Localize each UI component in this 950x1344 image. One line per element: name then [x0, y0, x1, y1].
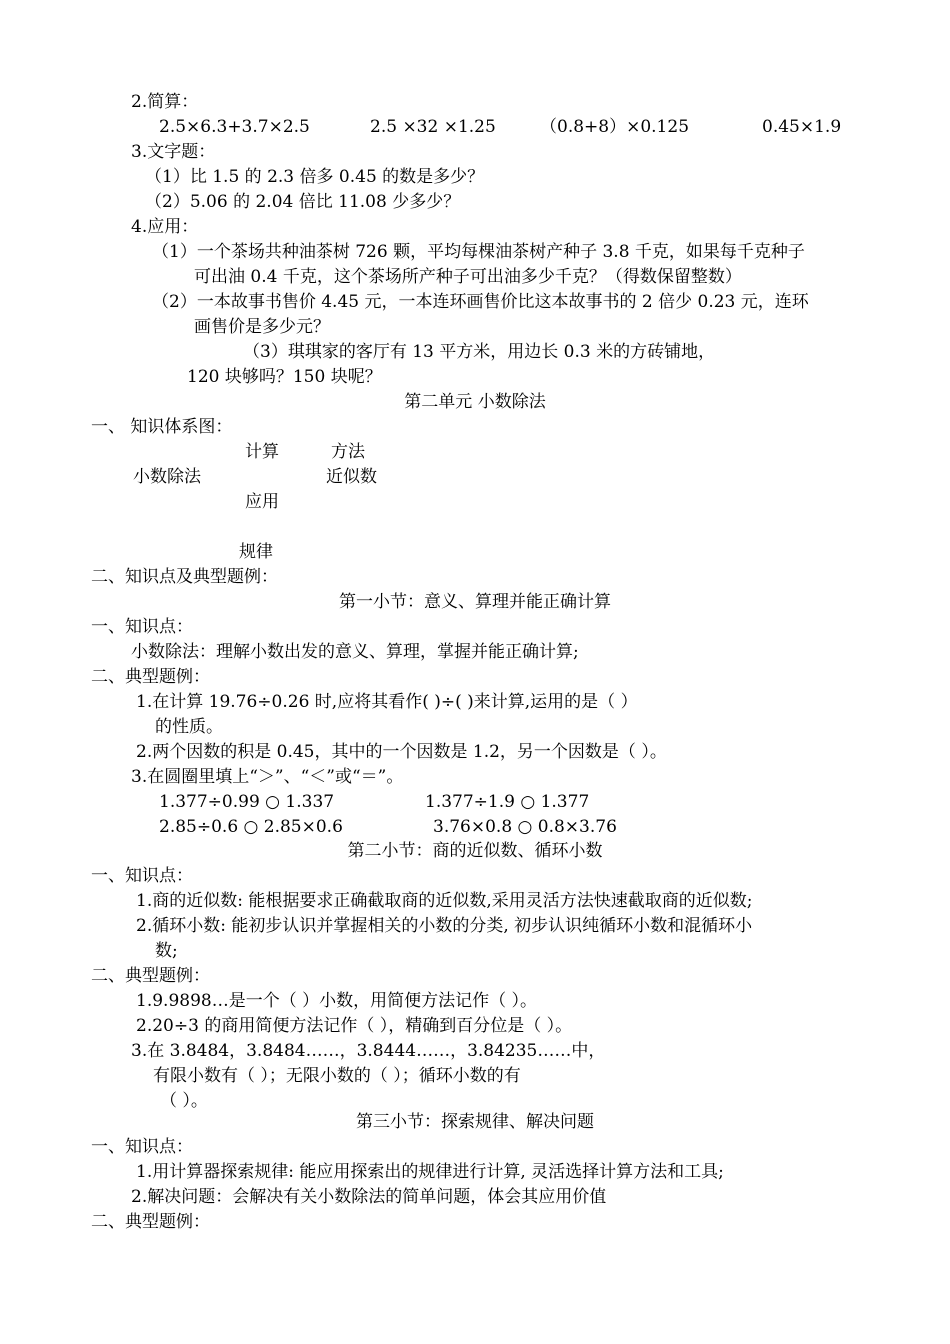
map-node-calculation: 计算	[245, 442, 279, 462]
s1-example-3: 3.在圆圈里填上“＞”、“＜”或“＝”。	[131, 767, 404, 787]
q4-item-2-line2: 画售价是多少元？	[194, 317, 330, 337]
s3-knowledge-point-1: 1.用计算器探索规律: 能应用探索出的规律进行计算, 灵活选择计算方法和工具;	[136, 1162, 724, 1182]
s1-example-2: 2.两个因数的积是 0.45，其中的一个因数是 1.2，另一个因数是（ ）。	[136, 742, 667, 762]
map-node-root: 小数除法	[133, 467, 201, 487]
s1-knowledge-heading: 一、知识点：	[91, 617, 193, 637]
s2-knowledge-heading: 一、知识点：	[91, 866, 193, 886]
q4-item-2-line1: （2）一本故事书售价 4.45 元，一本连环画售价比这本故事书的 2 倍少 0.23 元，连环	[152, 292, 809, 312]
s2-example-2: 2.20÷3 的商用简便方法记作（ ），精确到百分位是（ ）。	[136, 1016, 573, 1036]
s3-knowledge-heading: 一、知识点：	[91, 1137, 193, 1157]
q3-item-2: （2）5.06 的 2.04 倍比 11.08 少多少？	[145, 192, 461, 212]
q4-heading: 4.应用：	[131, 217, 199, 237]
subsection-1-title: 第一小节：意义、算理并能正确计算	[339, 592, 611, 612]
s2-knowledge-point-2-line1: 2.循环小数: 能初步认识并掌握相关的小数的分类, 初步认识纯循环小数和混循环小	[136, 916, 753, 936]
section-knowledge-map-heading: 一、 知识体系图：	[91, 417, 233, 437]
q4-item-3-line2: 120 块够吗？150 块呢？	[187, 367, 382, 387]
s3-knowledge-point-2: 2.解决问题：会解决有关小数除法的简单问题，体会其应用价值	[131, 1187, 607, 1207]
s2-examples-heading: 二、典型题例：	[91, 966, 210, 986]
s1-compare-1: 1.377÷0.99 ○ 1.337	[159, 792, 335, 812]
q2-item-3: （0.8+8）×0.125	[540, 117, 690, 137]
q3-heading: 3.文字题：	[131, 142, 216, 162]
s2-example-3-line2: 有限小数有（ ）；无限小数的（ ）；循环小数的有	[153, 1066, 521, 1086]
q2-heading: 2.简算：	[131, 92, 199, 112]
s2-example-3-line1: 3.在 3.8484，3.8484……，3.8444……，3.84235……中，	[131, 1041, 606, 1061]
section-points-heading: 二、知识点及典型题例：	[91, 567, 278, 587]
q4-item-1-line1: （1）一个茶场共种油茶树 726 颗，平均每棵油茶树产种子 3.8 千克，如果每千克种子	[152, 242, 805, 262]
s1-compare-2: 1.377÷1.9 ○ 1.377	[425, 792, 590, 812]
s2-example-1: 1.9.9898…是一个（ ）小数，用简便方法记作（ ）。	[136, 991, 538, 1011]
q2-item-4: 0.45×1.9	[762, 117, 842, 137]
s1-compare-3: 2.85÷0.6 ○ 2.85×0.6	[159, 817, 343, 837]
unit-title: 第二单元 小数除法	[404, 392, 546, 412]
map-node-application: 应用	[245, 492, 279, 512]
s2-knowledge-point-1: 1.商的近似数: 能根据要求正确截取商的近似数,采用灵活方法快速截取商的近似数;	[136, 891, 753, 911]
subsection-3-title: 第三小节：探索规律、解决问题	[356, 1112, 594, 1132]
q4-item-3-line1: （3）琪琪家的客厅有 13 平方米，用边长 0.3 米的方砖铺地，	[243, 342, 716, 362]
s1-example-1-line2: 的性质。	[155, 717, 223, 737]
s2-knowledge-point-2-line2: 数;	[155, 941, 178, 961]
map-node-approximation: 近似数	[326, 467, 377, 487]
s3-examples-heading: 二、典型题例：	[91, 1212, 210, 1232]
s1-example-1-line1: 1.在计算 19.76÷0.26 时,应将其看作( )÷( )来计算,运用的是（ ）	[136, 692, 638, 712]
q2-item-1: 2.5×6.3+3.7×2.5	[159, 117, 310, 137]
q2-item-2: 2.5 ×32 ×1.25	[370, 117, 496, 137]
subsection-2-title: 第二小节：商的近似数、循环小数	[347, 841, 603, 861]
s2-example-3-line3: （ ）。	[160, 1091, 208, 1111]
map-node-method: 方法	[331, 442, 365, 462]
s1-examples-heading: 二、典型题例：	[91, 667, 210, 687]
q4-item-1-line2: 可出油 0.4 千克，这个茶场所产种子可出油多少千克？（得数保留整数）	[194, 267, 742, 287]
map-node-pattern: 规律	[239, 542, 273, 562]
s1-knowledge-point: 小数除法：理解小数出发的意义、算理，掌握并能正确计算;	[131, 642, 579, 662]
q3-item-1: （1）比 1.5 的 2.3 倍多 0.45 的数是多少？	[145, 167, 485, 187]
s1-compare-4: 3.76×0.8 ○ 0.8×3.76	[433, 817, 617, 837]
